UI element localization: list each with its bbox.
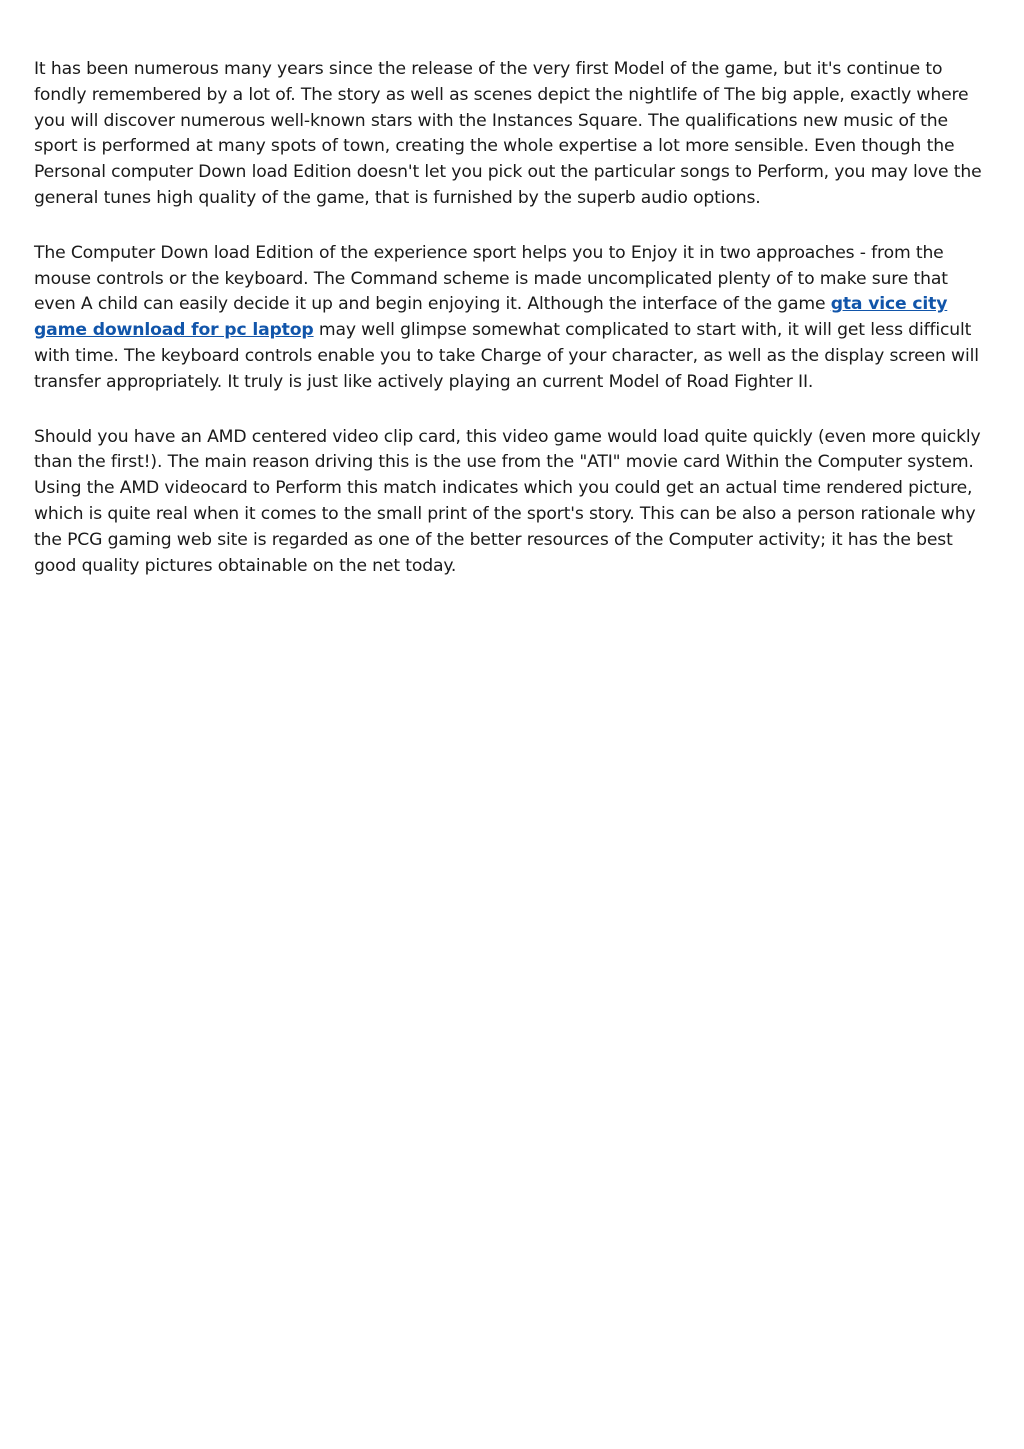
game-download-link[interactable]: gta vice city game download for pc laptop bbox=[34, 294, 948, 341]
paragraph-2 bbox=[34, 241, 994, 396]
paragraph-2-before-link: The Computer Down load Edition of the experience sport helps you to Enjoy it in two approaches - from the mouse controls or the keyboard. The Command scheme is made uncomplicated plenty of to make sure that even A child can easily decide it up and begin enjoying it. Although the interface of the game bbox=[34, 242, 948, 315]
paragraph-1: It has been numerous many years since the release of the very first Model of the game, but it's continue to fondly remembered by a lot of. The story as well as scenes depict the nightlife of The big apple, exactly where you will discover numerous well-known stars with the Instances Square. The qualifications new music of the sport is performed at many spots of town, creating the whole expertise a lot more sensible. Even though the Personal computer Down load Edition doesn't let you pick out the particular songs to Perform, you may love the general tunes high quality of the game, that is furnished by the superb audio options. bbox=[34, 59, 982, 208]
document-body bbox=[34, 57, 994, 608]
paragraph-2-after-link: may well glimpse somewhat complicated to start with, it will get less difficult with time. The keyboard controls enable you to take Charge of your character, as well as the display screen will transfer appropriately. It truly is just like actively playing an current Model of Road Fighter II. bbox=[34, 320, 979, 392]
paragraph-3: Should you have an AMD centered video clip card, this video game would load quite quickly (even more quickly than the first!). The main reason driving this is the use from the "ATI" movie card Within the Computer system. Using the AMD videocard to Perform this match indicates which you could get an actual time rendered picture, which is quite real when it comes to the small print of the sport's story. This can be also a person rationale why the PCG gaming web site is regarded as one of the better resources of the Computer activity; it has the best good quality pictures obtainable on the net today. bbox=[34, 426, 981, 576]
